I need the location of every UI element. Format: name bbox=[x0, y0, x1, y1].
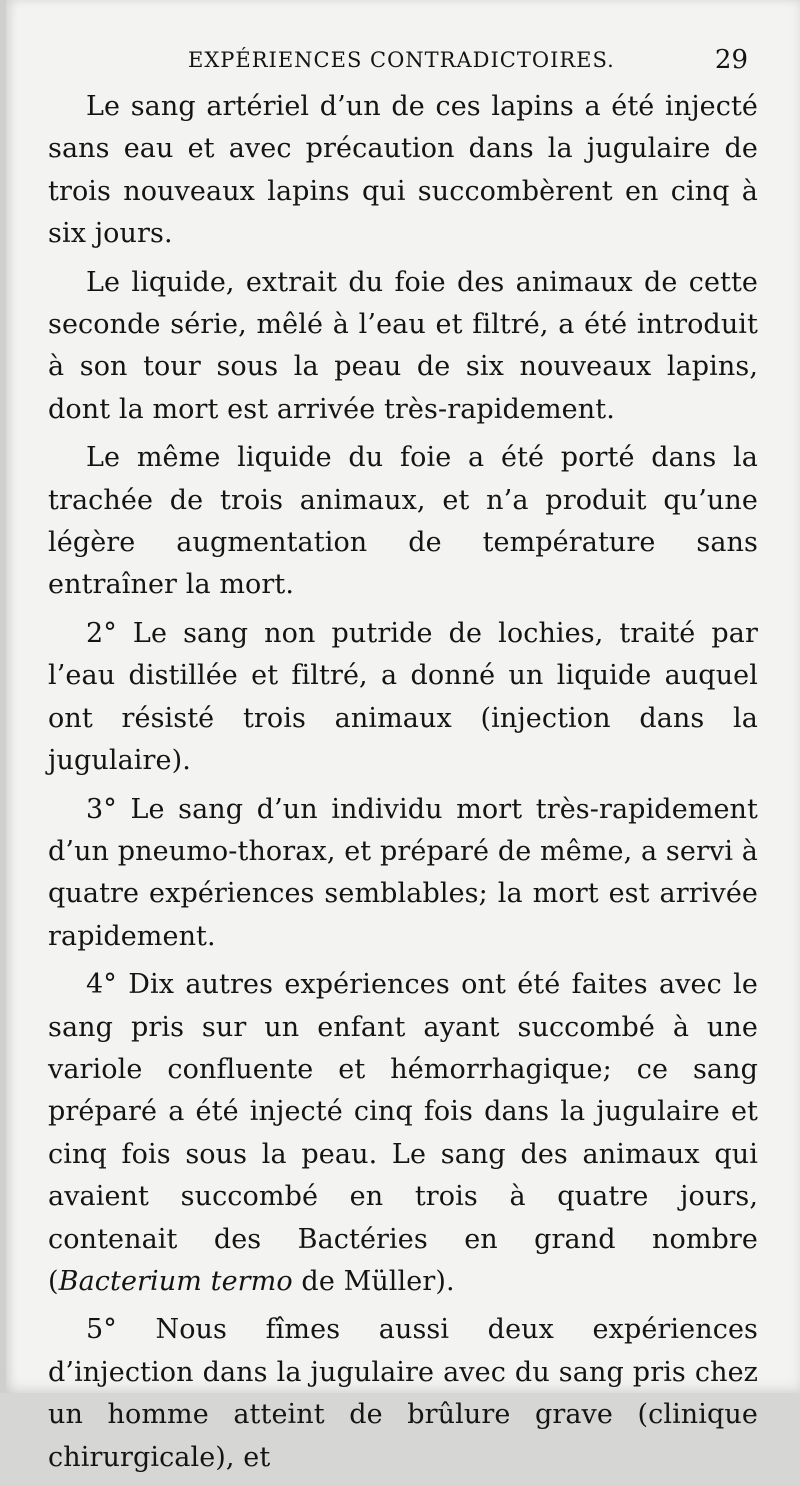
paragraph-1: Le sang artériel d’un de ces lapins a été injecté sans eau et avec précaution dans la jugulaire de trois nouveaux lapins qui succombèrent en cinq à six jours. bbox=[48, 91, 758, 250]
body-text bbox=[48, 86, 758, 1485]
paragraph-7: 5° Nous fîmes aussi deux expériences d’injection dans la jugulaire avec du sang pris chez un homme atteint de brûlure grave (clinique chirurgicale), et bbox=[48, 1314, 758, 1473]
book-page bbox=[6, 0, 800, 1473]
page-header bbox=[6, 40, 800, 80]
species-name-italic: Bacterium termo bbox=[58, 1265, 293, 1297]
paragraph-6-text: 4° Dix autres expériences ont été faites avec le sang pris sur un enfant ayant succombé à une variole confluente et hémorrhagique; ce sang préparé a été injecté cinq fois dans la jugulaire et cinq fois sous la peau. Le sang des animaux qui avaient succombé en trois à quatre jours, contenait des Bactéries en grand nombre ( bbox=[48, 969, 758, 1297]
paragraph-2: Le liquide, extrait du foie des animaux de cette seconde série, mêlé à l’eau et filtré, a été introduit à son tour sous la peau de six nouveaux lapins, dont la mort est arrivée très-rapidement. bbox=[48, 266, 758, 425]
paragraph-6 bbox=[48, 964, 758, 1303]
paragraph-3: Le même liquide du foie a été porté dans la trachée de trois animaux, et n’a produit qu’une légère augmentation de température sans entraîner la mort. bbox=[48, 442, 758, 601]
running-title: EXPÉRIENCES CONTRADICTOIRES. bbox=[188, 48, 615, 72]
page-number: 29 bbox=[714, 45, 748, 75]
paragraph-4: 2° Le sang non putride de lochies, traité par l’eau distillée et filtré, a donné un liquide auquel ont résisté trois animaux (injection dans la jugulaire). bbox=[48, 617, 758, 777]
paragraph-6-tail: de Müller). bbox=[292, 1265, 455, 1297]
paragraph-5: 3° Le sang d’un individu mort très-rapidement d’un pneumo-thorax, et préparé de même, a servi à quatre expériences semblables; la mort est arrivée rapidement. bbox=[48, 793, 758, 952]
